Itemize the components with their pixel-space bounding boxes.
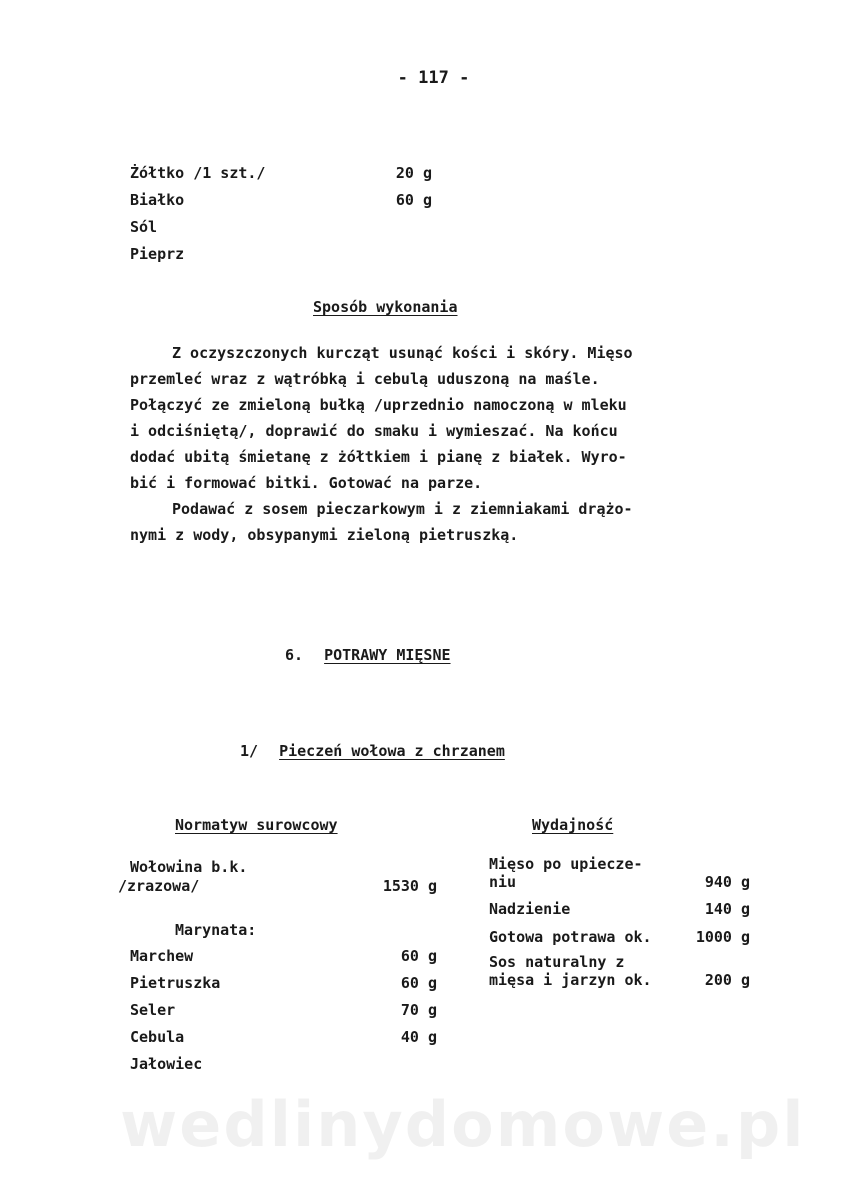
- yield-item-amount: 940 g: [704, 873, 750, 891]
- raw-item-name: Wołowina b.k.: [130, 858, 248, 876]
- yield-item-amount: 200 g: [704, 971, 750, 989]
- ingredient-name: Pieprz: [130, 245, 185, 263]
- yield-item-amount: 1000 g: [695, 928, 750, 946]
- ingredient-name: Sól: [130, 218, 158, 236]
- ingredient-amount: 20 g: [395, 164, 432, 182]
- method-text: [130, 340, 740, 548]
- yield-item-name-cont: niu: [489, 873, 517, 891]
- recipe-heading: [240, 742, 505, 760]
- method-line: Z oczyszczonych kurcząt usunąć kości i skóry. Mięso: [172, 344, 633, 362]
- marinade-item-amount: 60 g: [400, 947, 437, 965]
- raw-item-name-cont: /zrazowa/: [118, 877, 200, 895]
- recipe-title: Pieczeń wołowa z chrzanem: [279, 742, 505, 760]
- section-title: POTRAWY MIĘSNE: [324, 646, 451, 664]
- ingredient-amount: 60 g: [395, 191, 432, 209]
- marinade-item-amount: 60 g: [400, 974, 437, 992]
- method-line: bić i formować bitki. Gotować na parze.: [130, 474, 483, 492]
- recipe-number: 1/: [240, 742, 259, 760]
- yield-item-name: Mięso po upiecze-: [489, 855, 643, 873]
- method-line: dodać ubitą śmietanę z żółtkiem i pianę z białek. Wyro-: [130, 448, 627, 466]
- watermark: wedlinydomowe.pl: [120, 1088, 806, 1161]
- marinade-item-amount: 40 g: [400, 1028, 437, 1046]
- method-line: i odciśniętą/, doprawić do smaku i wymieszać. Na końcu: [130, 422, 618, 440]
- ingredient-name: Żółtko /1 szt./: [130, 164, 266, 182]
- marinade-item-name: Jałowiec: [130, 1055, 203, 1073]
- method-line: Połączyć ze zmieloną bułką /uprzednio namoczoną w mleku: [130, 396, 627, 414]
- marinade-item-name: Seler: [130, 1001, 176, 1019]
- method-line: Podawać z sosem pieczarkowym i z ziemniakami drążo-: [172, 500, 633, 518]
- yield-item-name: Sos naturalny z: [489, 953, 625, 971]
- raw-materials-heading: Normatyw surowcowy: [175, 816, 338, 834]
- raw-item-amount: 1530 g: [382, 877, 437, 895]
- marinade-item-amount: 70 g: [400, 1001, 437, 1019]
- yield-item-amount: 140 g: [704, 900, 750, 918]
- marinade-item-name: Pietruszka: [130, 974, 221, 992]
- yield-item-name: Nadzienie: [489, 900, 571, 918]
- section-heading: [285, 646, 451, 664]
- method-heading: Sposób wykonania: [313, 298, 458, 316]
- marinade-item-name: Marchew: [130, 947, 194, 965]
- yield-item-name-cont: mięsa i jarzyn ok.: [489, 971, 652, 989]
- yield-heading: Wydajność: [532, 816, 614, 834]
- marinade-item-name: Cebula: [130, 1028, 185, 1046]
- marinade-label: Marynata:: [175, 921, 257, 939]
- ingredient-name: Białko: [130, 191, 185, 209]
- method-line: nymi z wody, obsypanymi zieloną pietruszką.: [130, 526, 519, 544]
- section-number: 6.: [285, 646, 304, 664]
- method-line: przemleć wraz z wątróbką i cebulą uduszoną na maśle.: [130, 370, 600, 388]
- page-number: - 117 -: [397, 68, 470, 88]
- yield-item-name: Gotowa potrawa ok.: [489, 928, 652, 946]
